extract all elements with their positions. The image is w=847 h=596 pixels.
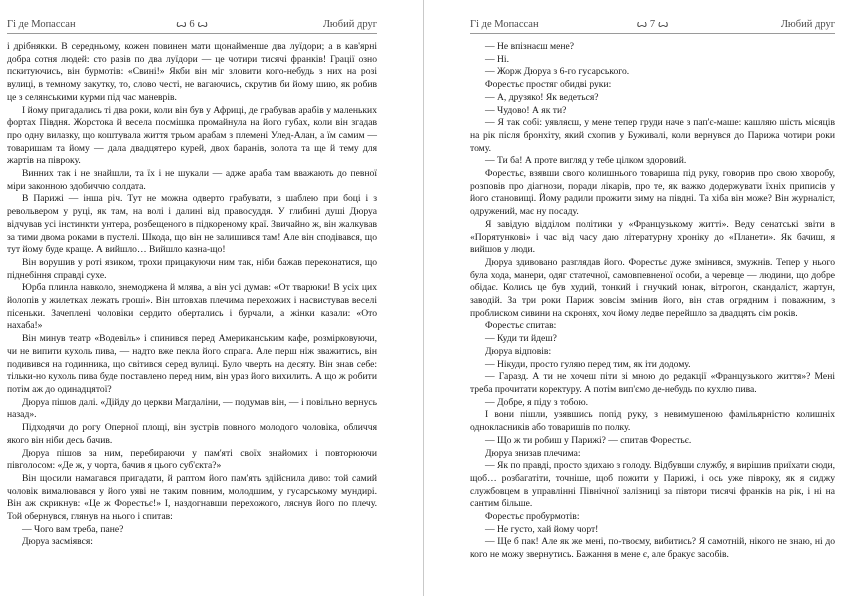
- paragraph: Дюруа засміявся:: [22, 536, 93, 548]
- paragraph: Дюруа відповів:: [485, 345, 552, 357]
- running-head: [7, 18, 377, 32]
- paragraph: — А, друзяко! Як ведеться?: [485, 91, 599, 103]
- paragraph: — Чудово! А як ти?: [485, 104, 567, 116]
- paragraph: Дюруа знизав плечима:: [485, 447, 581, 459]
- header-author: Гі де Мопассан: [7, 19, 76, 30]
- paragraph: Дюруа пішов далі. «Дійду до церкви Магдаліни, — подумав він, — і повільно вернусь назад».: [7, 396, 377, 421]
- paragraph: — Ще б пак! Але як же мені, по-твоєму, вибитись? Я самотній, нікого не знаю, ні до кого не можу звернутись. Бажання в мене є, але бракує засобів.: [470, 536, 835, 561]
- body-text: [7, 41, 377, 549]
- paragraph: Підходячи до рогу Оперної площі, він зустрів повного молодого чоловіка, обличчя якого він ніби десь бачив.: [7, 422, 377, 446]
- paragraph: — Гаразд. А ти не хочеш піти зі мною до редакції «Французького життя»? Мені треба прочитати коректуру. А потім вип'ємо де-небудь по кухлю пива.: [470, 371, 835, 395]
- header-page-number: ꙍ 6 ꙍ: [175, 19, 209, 30]
- paragraph: І вони пішли, узявшись попід руку, з невимушеною фамільярністю колишніх однокласників або товаришів по полку.: [470, 409, 835, 434]
- paragraph: Він минув театр «Водевіль» і спинився перед Американським кафе, розмірковуючи, чи не випити кухоль пива, — надто вже пекла його спрага. Але перш ніж зважитись, він подивився на годинника, що світився серед вулиці. Було чверть на десяту. Він знав себе: тільки-но кухоль пива буде поставлено перед ним, він ураз його вихилить. А що ж робити потім аж до одинадцятої?: [7, 333, 377, 395]
- paragraph: — Не впізнаєш мене?: [485, 41, 574, 52]
- paragraph: — Куди ти йдеш?: [485, 333, 557, 345]
- paragraph: — Нікуди, просто гуляю перед тим, як іти додому.: [485, 358, 691, 370]
- paragraph: Я завідую відділом політики у «Французькому житті». Веду сенатські звіти в «Порятункові» і час від часу даю літературну хроніку до «Планети». Як бачиш, я вийшов у люди.: [470, 218, 835, 256]
- paragraph: — Я так собі: уявляєш, у мене тепер груди наче з пап'є-маше: кашляю шість місяців на рік після бронхіту, який схопив у Буживалі, коли вернувся до Парижа чотири роки тому.: [470, 117, 835, 154]
- header-page-number: ꙍ 7 ꙍ: [636, 19, 669, 30]
- paragraph: Він ворушив у роті язиком, трохи прицакуючи ним так, ніби бажав переконатися, що піднебіння справді сухе.: [7, 256, 377, 281]
- paragraph: І йому пригадались ті два роки, коли він був у Африці, де грабував арабів у маленьких фортах Півдня. Жорстока й весела посмішка промайнула на його губах, коли він згадав про одну вилазку, що коштувала життя трьом арабам з племені Улед-Алан, а їм самим — товаришам та йому — дала двадцятеро курей, двох баранів, золота та ще й тему для жартів на півроку.: [7, 104, 377, 167]
- paragraph: — Жорж Дюруа з 6-го гусарського.: [485, 66, 630, 78]
- paragraph: — Не густо, хай йому чорт!: [485, 523, 599, 535]
- paragraph: Форестьє пробурмотів:: [485, 511, 580, 523]
- header-book-title: Любий друг: [780, 19, 835, 30]
- paragraph: Форестьє спитав:: [485, 320, 557, 332]
- paragraph: — Ні.: [485, 53, 509, 65]
- paragraph: Дюруа пішов за ним, перебираючи у пам'яті своїх знайомих і повторюючи півголосом: «Де ж, у чорта, бачив я цього суб'єкта?»: [7, 447, 377, 472]
- paragraph: — Добре, я піду з тобою.: [485, 396, 589, 408]
- header-book-title: Любий друг: [322, 19, 377, 30]
- paragraph: Дюруа здивовано разглядав його. Форестьє дуже змінився, змужнів. Тепер у нього була хода, манери, одяг статечної, самовпевненої особи, а черевце — людини, що добре обідає. Колись це був худий, тонкий і гнучкий юнак, вітрогон, скандаліст, жартун, заводій. За три роки Париж зовсім змінив його, він став огрядним і поважним, з проблиском сивини на скронях, хоч йому ледве перейшло за двадцять сім років.: [470, 256, 835, 319]
- paragraph: В Парижі — інша річ. Тут не можна одверто грабувати, з шаблею при боці і з револьвером у руці, як там, на волі і далині від правосуддя. У глибині душі Дюруа відчував усі інстинкти унтера, розбещеного в підкореному краї. Звичайно ж, він жалкував за тими двома роками в пустелі. Шкода, що він не залишився там! Але він сподівався, що тут йому буде краще. А вийшло… Вийшло казна-що!: [7, 193, 377, 256]
- running-head: [470, 18, 835, 32]
- body-text: [470, 41, 835, 562]
- paragraph: Він щосили намагався пригадати, й раптом його пам'ять здійснила диво: той самий чоловік вималювався у його уяві не таким повним, молодшим, у гусарському мундирі. Він аж скрикнув: «Це ж Форестьє!» І, наздогнавши перехожого, ляснув його по плечу. Той обернувся, глянув на нього і спитав:: [7, 472, 377, 523]
- header-rule: [7, 33, 377, 34]
- header-rule: [470, 33, 835, 34]
- right-page: [424, 0, 847, 596]
- paragraph: Винних так і не знайшли, та їх і не шукали — адже араба там вважають до певної міри законною здобиччю солдата.: [7, 168, 377, 192]
- paragraph: — Ти ба! А проте вигляд у тебе цілком здоровий.: [485, 155, 687, 167]
- paragraph: Юрба плинла навколо, знемоджена й млява, а він усі думав: «От тварюки! В усіх цих йолопів у жилетках лежать гроші». Він штовхав плечима перехожих і насвистував веселі пісеньки. Зачеплені чоловіки сердито обертались і бурчали, а жінки казали: «Ото нахаба!»: [7, 282, 377, 332]
- paragraph: Форестьє, взявши свого колишнього товариша під руку, говорив про свою хворобу, розповів про діагнози, поради лікарів, про те, як важко додержувати їхніх приписів у його становищі. Йому радили прожити зиму на півдні. Та хіба він може? Він журналіст, одружений, має ну посаду.: [470, 168, 835, 218]
- left-page: [0, 0, 423, 596]
- paragraph: — Чого вам треба, пане?: [22, 523, 124, 535]
- paragraph: — Що ж ти робиш у Парижі? — спитав Форестьє.: [485, 434, 692, 446]
- header-author: Гі де Мопассан: [470, 19, 539, 30]
- paragraph: — Як по правді, просто здихаю з голоду. Відбувши службу, я вирішив приїхати сюди, щоб… розбагатіти, точніше, щоб пожити у Парижі, і ось уже півроку, як я сиджу службовцем в управлінні Північної залізниці за півтори тисячі франків на рік, і ні на сантим більше.: [470, 460, 835, 510]
- paragraph: Форестьє простяг обидві руки:: [485, 79, 612, 91]
- paragraph: і дрібнякки. В середньому, кожен повинен мати щонайменше два луїдори; а в кав'ярні добра сотня людей: сто разів по два луїдори — це чотири тисячі франків! Грації озно пскитуючись, він бурмотів: «Свині!» Якби він міг зловити кого-небудь з них на розі вулиці, в темному закутку, то, слово честі, не вагаючись, скрутив би йому шию, як робив це з селянськими курми під час маневрів.: [7, 41, 377, 103]
